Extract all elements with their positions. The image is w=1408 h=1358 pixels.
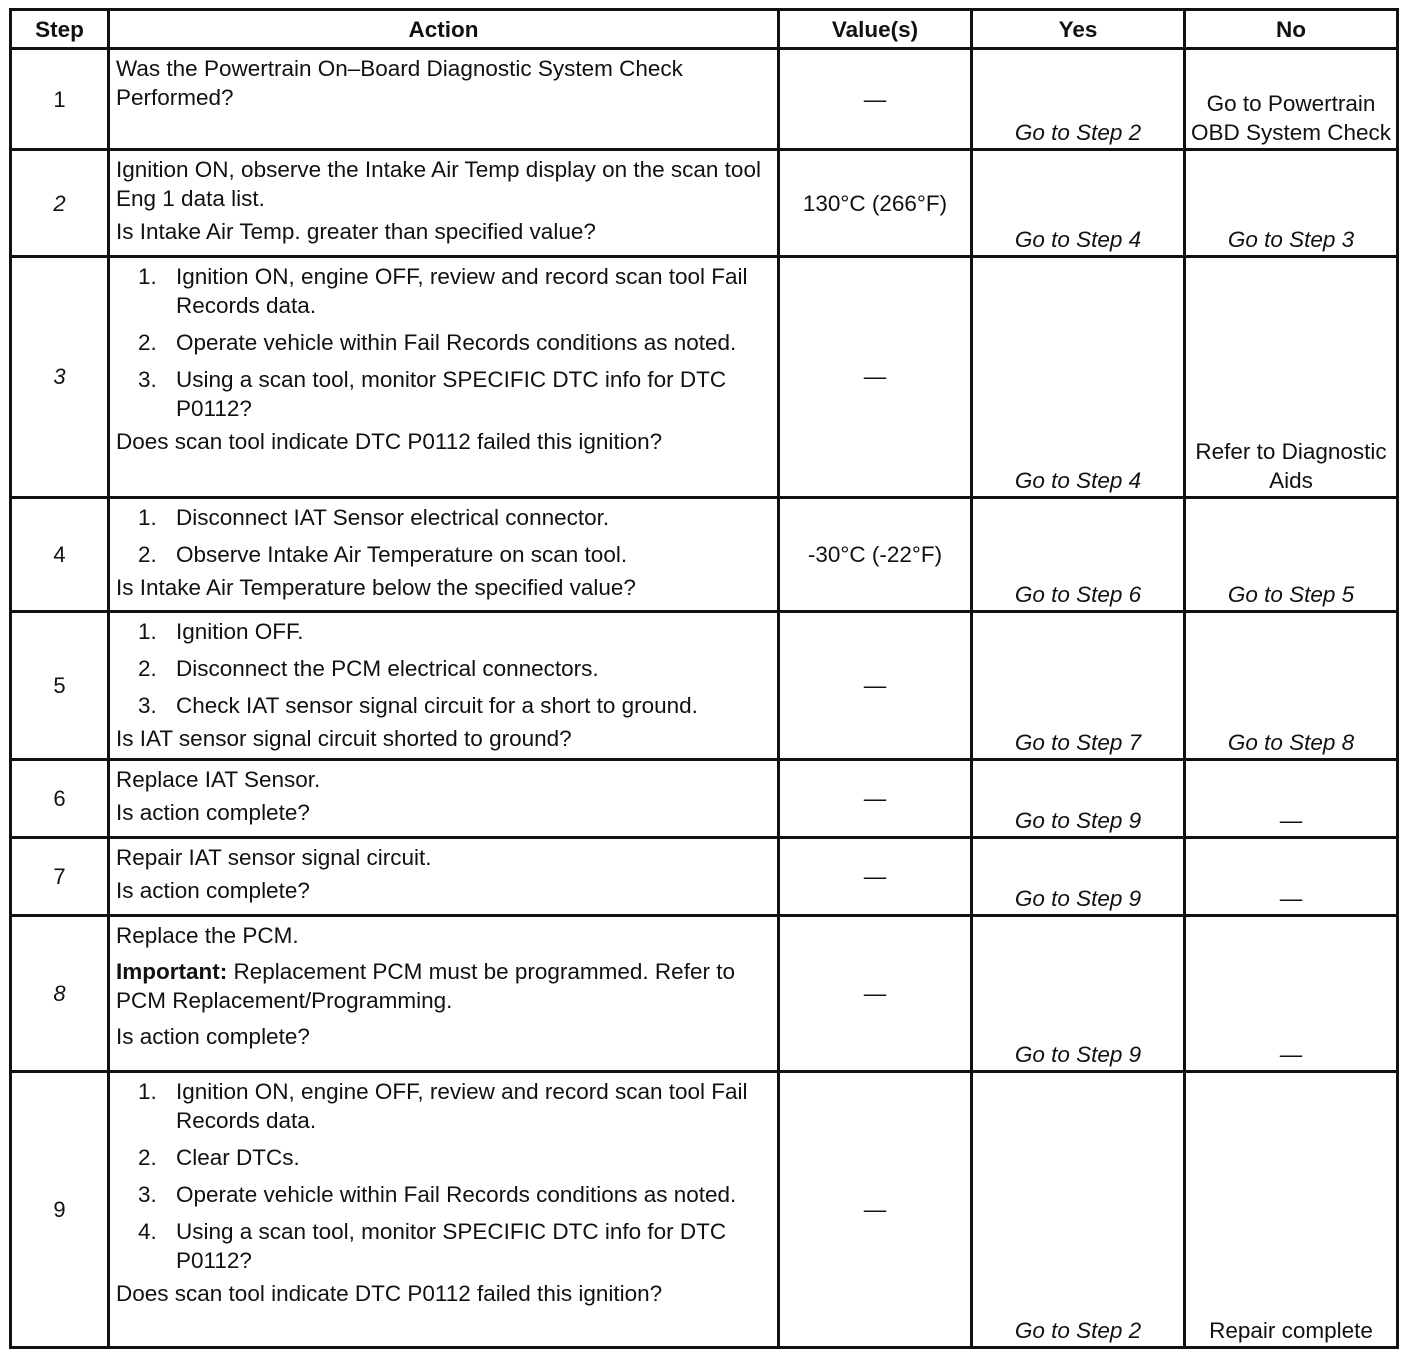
list-item: 1. Ignition OFF. — [138, 618, 304, 644]
action-question: Is action complete? — [116, 800, 310, 826]
value-cell: — — [779, 1071, 972, 1348]
table-row-step-8 — [11, 916, 1398, 1071]
step-number: 2 — [11, 150, 109, 257]
value-cell: -30°C (-22°F) — [779, 497, 972, 611]
list-item: 2. Disconnect the PCM electrical connectors. — [138, 655, 599, 681]
action-question: Is Intake Air Temp. greater than specified value? — [116, 219, 596, 245]
action-question: Is Intake Air Temperature below the specified value? — [116, 574, 636, 600]
step-number: 5 — [11, 611, 109, 759]
no-cell: Go to Powertrain OBD System Check — [1185, 49, 1398, 150]
no-cell: Go to Step 8 — [1185, 611, 1398, 759]
no-cell: Go to Step 5 — [1185, 497, 1398, 611]
header-values: Value(s) — [779, 10, 972, 49]
yes-cell: Go to Step 4 — [972, 257, 1185, 497]
action-cell — [109, 497, 779, 611]
step-number: 1 — [11, 49, 109, 150]
list-item: 3. Using a scan tool, monitor SPECIFIC DTC info for DTC P0112? — [138, 367, 727, 422]
step-number: 6 — [11, 760, 109, 838]
important-note — [116, 957, 775, 1015]
no-cell: Go to Step 3 — [1185, 150, 1398, 257]
action-question: Is action complete? — [116, 878, 310, 904]
list-item: 3. Check IAT sensor signal circuit for a short to ground. — [138, 692, 698, 718]
list-item: 1. Disconnect IAT Sensor electrical connector. — [138, 504, 610, 530]
value-cell: — — [779, 838, 972, 916]
table-row-step-3 — [11, 257, 1398, 497]
no-cell: Refer to Diagnostic Aids — [1185, 257, 1398, 497]
yes-cell: Go to Step 9 — [972, 916, 1185, 1071]
action-question: Does scan tool indicate DTC P0112 failed this ignition? — [116, 429, 663, 455]
no-cell: — — [1185, 838, 1398, 916]
table-row-step-6 — [11, 760, 1398, 838]
important-label: Important: — [116, 959, 228, 985]
value-cell: — — [779, 916, 972, 1071]
action-cell — [109, 1071, 779, 1348]
action-cell — [109, 257, 779, 497]
action-question: Is action complete? — [116, 1024, 310, 1050]
value-cell: — — [779, 611, 972, 759]
action-list — [116, 503, 775, 569]
table-row-step-9 — [11, 1071, 1398, 1348]
list-item: 1. Ignition ON, engine OFF, review and record scan tool Fail Records data. — [138, 264, 748, 319]
value-cell: — — [779, 257, 972, 497]
table-row-step-5 — [11, 611, 1398, 759]
value-cell: 130°C (266°F) — [779, 150, 972, 257]
list-item: 2. Operate vehicle within Fail Records conditions as noted. — [138, 330, 737, 356]
action-list — [116, 1077, 775, 1275]
list-item: 3. Operate vehicle within Fail Records conditions as noted. — [138, 1181, 737, 1207]
table-row-step-1 — [11, 49, 1398, 150]
yes-cell: Go to Step 9 — [972, 838, 1185, 916]
table-row-step-4 — [11, 497, 1398, 611]
yes-cell: Go to Step 2 — [972, 1071, 1185, 1348]
header-no: No — [1185, 10, 1398, 49]
action-cell — [109, 838, 779, 916]
table-row-step-2 — [11, 150, 1398, 257]
action-text: Replace IAT Sensor. — [116, 767, 321, 793]
list-item: 2. Clear DTCs. — [138, 1144, 300, 1170]
header-yes: Yes — [972, 10, 1185, 49]
list-item: 2. Observe Intake Air Temperature on scan tool. — [138, 541, 628, 567]
step-number: 4 — [11, 497, 109, 611]
value-cell: — — [779, 49, 972, 150]
table-row-step-7 — [11, 838, 1398, 916]
yes-cell: Go to Step 2 — [972, 49, 1185, 150]
step-number: 8 — [11, 916, 109, 1071]
action-text: Ignition ON, observe the Intake Air Temp display on the scan tool Eng 1 data list. — [116, 157, 761, 212]
list-item: 4. Using a scan tool, monitor SPECIFIC DTC info for DTC P0112? — [138, 1218, 727, 1273]
step-number: 9 — [11, 1071, 109, 1348]
yes-cell: Go to Step 9 — [972, 760, 1185, 838]
action-cell — [109, 916, 779, 1071]
step-number: 3 — [11, 257, 109, 497]
action-cell — [109, 760, 779, 838]
no-cell: Repair complete — [1185, 1071, 1398, 1348]
list-item: 1. Ignition ON, engine OFF, review and record scan tool Fail Records data. — [138, 1078, 748, 1133]
action-list — [116, 262, 775, 423]
header-step: Step — [11, 10, 109, 49]
action-text: Was the Powertrain On–Board Diagnostic System Check Performed? — [116, 56, 683, 110]
header-row — [11, 10, 1398, 49]
important-text: Replacement PCM must be programmed. Refer to PCM Replacement/Programming. — [116, 959, 735, 1014]
value-cell: — — [779, 760, 972, 838]
header-action: Action — [109, 10, 779, 49]
yes-cell: Go to Step 7 — [972, 611, 1185, 759]
action-list — [116, 617, 775, 720]
action-text: Replace the PCM. — [116, 923, 299, 949]
action-question: Is IAT sensor signal circuit shorted to ground? — [116, 725, 572, 751]
step-number: 7 — [11, 838, 109, 916]
yes-cell: Go to Step 4 — [972, 150, 1185, 257]
action-cell — [109, 150, 779, 257]
diagnostic-table — [9, 8, 1399, 1349]
no-cell: — — [1185, 916, 1398, 1071]
yes-cell: Go to Step 6 — [972, 497, 1185, 611]
action-question: Does scan tool indicate DTC P0112 failed this ignition? — [116, 1280, 663, 1306]
action-cell — [109, 611, 779, 759]
no-cell: — — [1185, 760, 1398, 838]
action-cell — [109, 49, 779, 150]
action-text: Repair IAT sensor signal circuit. — [116, 845, 432, 871]
